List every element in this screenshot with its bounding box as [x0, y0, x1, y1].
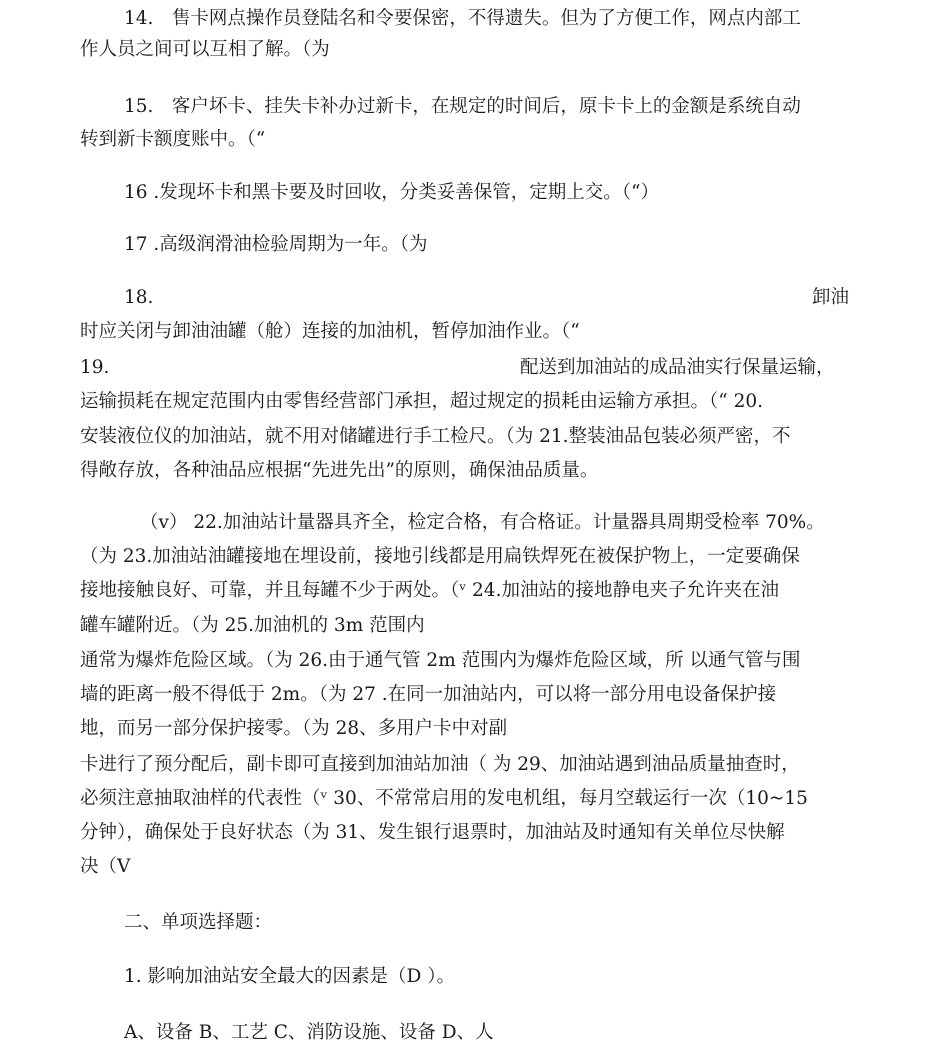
text-line-1: 14. 售卡网点操作员登陆名和令要保密，不得遗失。但为了方便工作，网点内部工: [124, 8, 801, 29]
text-line-12: 运输损耗在规定范围内由零售经营部门承担，超过规定的损耗由运输方承担。（“ 20.: [80, 391, 764, 412]
question-1: 1. 影响加油站安全最大的因素是（D ）。: [124, 966, 455, 987]
text-line-20: 墙的距离一般不得低于 2m。（为 27 .在同一加油站内，可以将一部分用电设备保护接: [80, 684, 777, 705]
text-line-2: 作人员之间可以互相了解。（为: [80, 39, 330, 60]
text-line-22: 卡进行了预分配后，副卡即可直接到加油站加油（ 为 29、加油站遇到油品质量抽查时，: [80, 754, 800, 775]
text-line-16: （为 23.加油站油罐接地在埋设前，接地引线都是用扁铁焊死在被保护物上，一定要确保: [80, 546, 800, 567]
text-line-25: 决（V: [80, 856, 131, 877]
text-line-9: 时应关闭与卸油油罐（舱）连接的加油机，暂停加油作业。（“: [80, 321, 580, 342]
text-line-23: 必须注意抽取油样的代表性（ᵛ 30、不常常启用的发电机组，每月空载运行一次（10~15: [80, 788, 808, 809]
section-heading: 二、单项选择题：: [124, 912, 273, 933]
text-line-19: 通常为爆炸危险区域。（为 26.由于通气管 2m 范围内为爆炸危险区域，所 以通气管与围: [80, 650, 801, 671]
text-line-17: 接地接触良好、可靠，并且每罐不少于两处。（ᵛ 24.加油站的接地静电夹子允许夹在油: [80, 580, 779, 601]
text-line-15: （v） 22.加油站计量器具齐全，检定合格，有合格证。计量器具周期受检率 70%。: [140, 512, 825, 533]
text-line-18: 罐车罐附近。（为 25.加油机的 3m 范围内: [80, 615, 425, 636]
text-line-24: 分钟），确保处于良好状态（为 31、发生银行退票时，加油站及时通知有关单位尽快解: [80, 822, 785, 843]
question-1-options: A、设备 B、工艺 C、消防设施、设备 D、人: [124, 1022, 494, 1043]
text-line-6: 17 .高级润滑油检验周期为一年。（为: [124, 234, 428, 255]
text-line-5: 16 .发现坏卡和黑卡要及时回收，分类妥善保管，定期上交。（“）: [124, 182, 660, 203]
text-line-21: 地，而另一部分保护接零。（为 28、多用户卡中对副: [80, 718, 508, 739]
text-line-13: 安装液位仪的加油站，就不用对储罐进行手工检尺。（为 21.整装油品包装必须严密，不: [80, 426, 791, 447]
text-line-3: 15. 客户坏卡、挂失卡补办过新卡，在规定的时间后，原卡卡上的金额是系统自动: [124, 96, 801, 117]
text-line-7: 18.: [124, 287, 154, 308]
text-line-4: 转到新卡额度账中。（“: [80, 129, 266, 150]
text-line-10: 19.: [80, 357, 110, 378]
text-line-11: 配送到加油站的成品油实行保量运输，: [520, 357, 835, 378]
text-line-14: 得敞存放，各种油品应根据“先进先出”的原则，确保油品质量。: [80, 460, 599, 481]
text-line-8: 卸油: [812, 287, 850, 308]
